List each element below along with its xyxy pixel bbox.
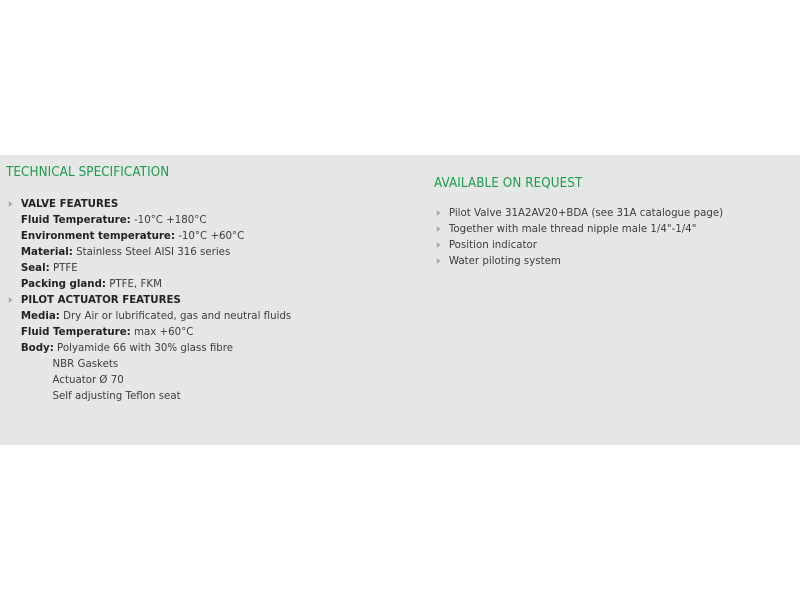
pilot-body-extra-seat: Self adjusting Teflon seat — [52, 389, 181, 402]
valve-material: Material: Stainless Steel AISI 316 series — [20, 245, 231, 258]
triangle-right-icon — [437, 210, 441, 216]
technical-specification-heading: TECHNICAL SPECIFICATION — [6, 165, 170, 180]
valve-fluid-temperature: Fluid Temperature: -10°C +180°C — [20, 213, 207, 226]
valve-packing-gland: Packing gland: PTFE, FKM — [20, 277, 162, 290]
pilot-actuator-features-title: PILOT ACTUATOR FEATURES — [6, 292, 397, 308]
pilot-body-extra-gaskets: NBR Gaskets — [52, 357, 119, 370]
triangle-right-icon — [437, 258, 441, 264]
valve-features-title: VALVE FEATURES — [6, 196, 397, 212]
available-on-request-heading: AVAILABLE ON REQUEST — [434, 176, 583, 191]
available-on-request-list — [434, 205, 794, 269]
pilot-body-extra-actuator: Actuator Ø 70 — [52, 373, 124, 386]
triangle-right-icon — [437, 226, 441, 232]
triangle-right-icon — [437, 242, 441, 248]
triangle-right-icon — [9, 201, 13, 207]
list-item: Together with male thread nipple male 1/4"-1/4" — [434, 221, 769, 237]
technical-specification-section — [6, 165, 426, 404]
valve-environment-temperature: Environment temperature: -10°C +60°C — [20, 229, 245, 242]
available-on-request-section — [434, 176, 794, 269]
list-item: Position indicator — [434, 237, 769, 253]
list-item: Water piloting system — [434, 253, 769, 269]
triangle-right-icon — [9, 297, 13, 303]
pilot-fluid-temperature: Fluid Temperature: max +60°C — [20, 325, 194, 338]
technical-specification-list — [6, 196, 426, 404]
pilot-media: Media: Dry Air or lubrificated, gas and neutral fluids — [20, 309, 292, 322]
spec-panel — [0, 155, 800, 445]
valve-seal: Seal: PTFE — [20, 261, 78, 274]
list-item: Pilot Valve 31A2AV20+BDA (see 31A catalogue page) — [434, 205, 769, 221]
pilot-body: Body: Polyamide 66 with 30% glass fibre — [20, 341, 234, 354]
